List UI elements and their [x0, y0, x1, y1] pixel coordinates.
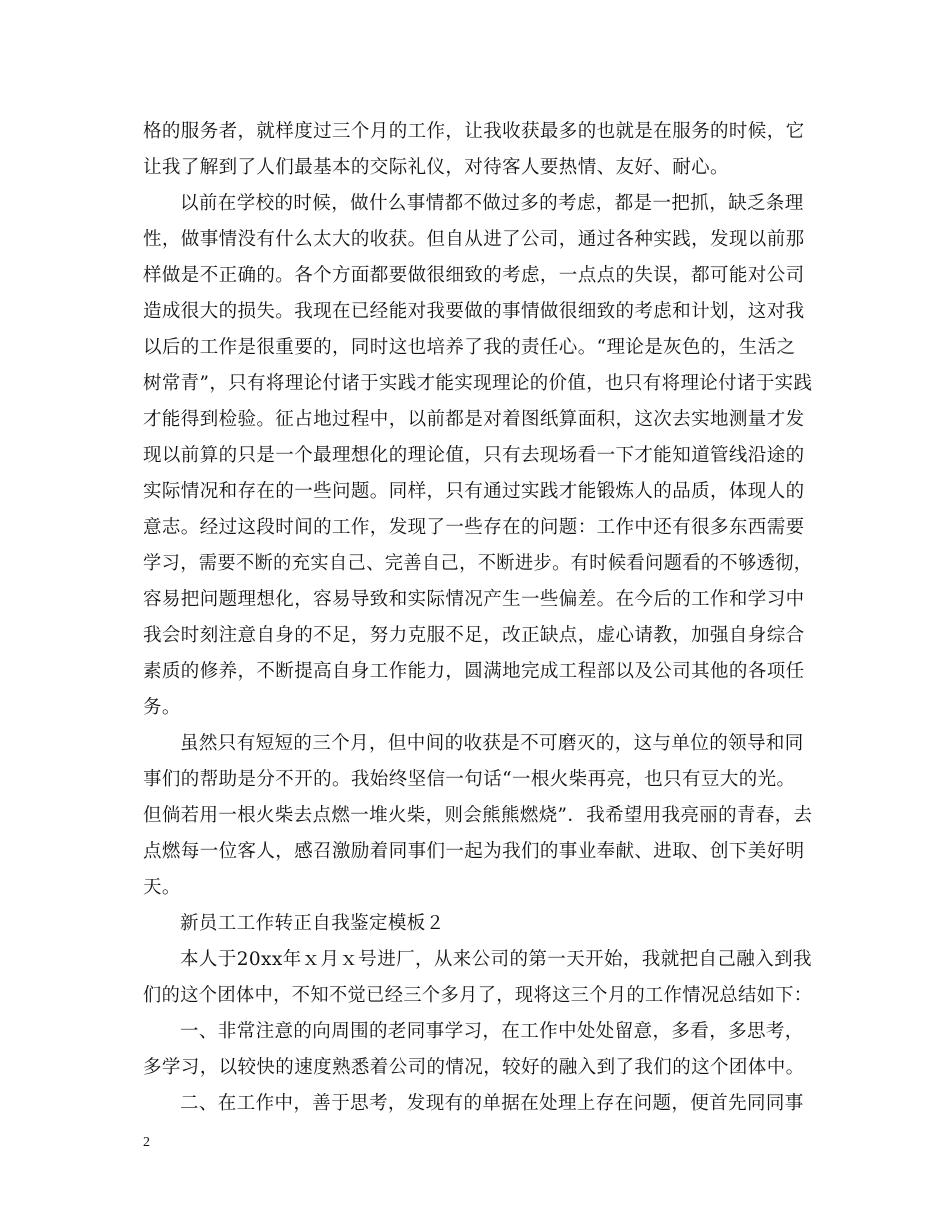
text-line: 天。 [143, 877, 181, 898]
text-line: 才能得到检验。征占地过程中，以前都是对着图纸算面积，这次去实地测量才发 [143, 409, 805, 430]
text-line: 样做是不正确的。各个方面都要做很细致的考虑，一点点的失误，都可能对公司 [143, 265, 805, 286]
text-line: 学习，需要不断的充实自己、完善自己，不断进步。有时候看问题看的不够透彻， [143, 553, 813, 574]
text-line: 素质的修养，不断提高自身工作能力，圆满地完成工程部以及公司其他的各项任 [143, 661, 805, 682]
paragraph-start-line: 以前在学校的时候，做什么事情都不做过多的考虑，都是一把抓，缺乏条理 [180, 193, 804, 214]
text-line: 实际情况和存在的一些问题。同样，只有通过实践才能锻炼人的品质，体现人的 [143, 481, 805, 502]
text-line: 让我了解到了人们最基本的交际礼仪，对待客人要热情、友好、耐心。 [143, 157, 729, 178]
text-line: 点燃每一位客人，感召激励着同事们一起为我们的事业奉献、进取、创下美好明 [143, 841, 805, 862]
text-line: 多学习，以较快的速度熟悉着公司的情况，较好的融入到了我们的这个团体中。 [143, 1057, 805, 1078]
text-line: 造成很大的损失。我现在已经能对我要做的事情做很细致的考虑和计划，这对我 [143, 301, 805, 322]
text-line: 以后的工作是很重要的，同时这也培养了我的责任心。“理论是灰色的，生活之 [143, 337, 796, 358]
text-line: 们的这个团体中，不知不觉已经三个多月了，现将这三个月的工作情况总结如下： [143, 985, 813, 1006]
text-line: 树常青”，只有将理论付诸于实践才能实现理论的价值，也只有将理论付诸于实践 [143, 373, 813, 394]
text-line: 意志。经过这段时间的工作，发现了一些存在的问题：工作中还有很多东西需要 [143, 517, 805, 538]
page-number: 2 [143, 1135, 150, 1150]
text-line: 性，做事情没有什么太大的收获。但自从进了公司，通过各种实践，发现以前那 [143, 229, 805, 250]
text-line: 我会时刻注意自身的不足，努力克服不足，改正缺点，虚心请教，加强自身综合 [143, 625, 805, 646]
paragraph-start-line: 二、在工作中，善于思考，发现有的单据在处理上存在问题，便首先同同事 [180, 1093, 804, 1114]
text-line: 务。 [143, 697, 181, 718]
text-line: 现以前算的只是一个最理想化的理论值，只有去现场看一下才能知道管线沿途的 [143, 445, 805, 466]
section-heading: 新员工工作转正自我鉴定模板２ [180, 913, 445, 934]
text-line: 但倘若用一根火柴去点燃一堆火柴，则会熊熊燃烧”．我希望用我亮丽的青春，去 [143, 805, 813, 826]
paragraph-start-line: 本人于20xx年ｘ月ｘ号进厂，从来公司的第一天开始，我就把自己融入到我 [180, 949, 812, 970]
text-line: 格的服务者，就样度过三个月的工作，让我收获最多的也就是在服务的时候，它 [143, 121, 805, 142]
paragraph-start-line: 虽然只有短短的三个月，但中间的收获是不可磨灭的，这与单位的领导和同 [180, 733, 804, 754]
paragraph-start-line: 一、非常注意的向周围的老同事学习，在工作中处处留意，多看，多思考， [180, 1021, 804, 1042]
text-line: 容易把问题理想化，容易导致和实际情况产生一些偏差。在今后的工作和学习中 [143, 589, 805, 610]
text-line: 事们的帮助是分不开的。我始终坚信一句话“一根火柴再亮，也只有豆大的光。 [143, 769, 796, 790]
